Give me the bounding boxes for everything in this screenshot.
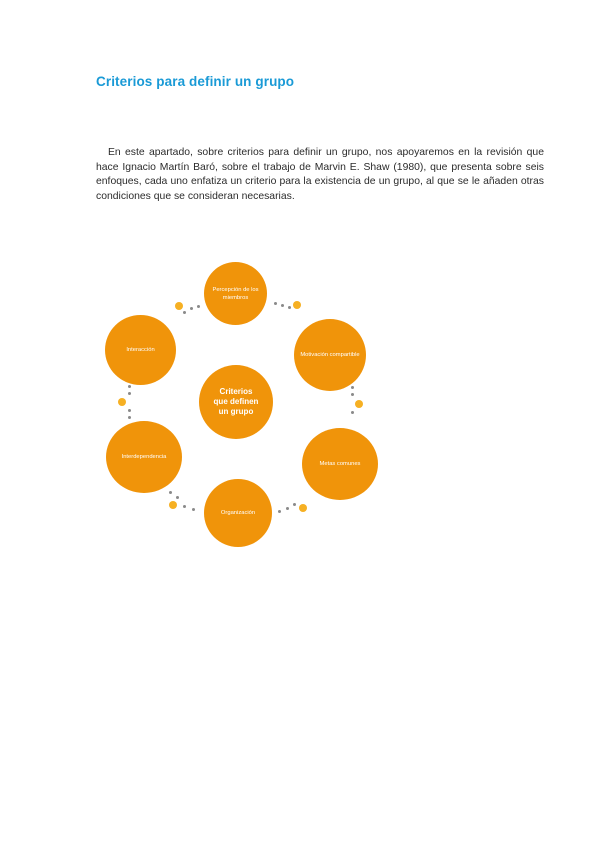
accent-dot <box>175 302 183 310</box>
connector-dot <box>274 302 277 305</box>
connector-dot <box>128 392 131 395</box>
connector-dot <box>286 507 289 510</box>
node-interdependencia: Interdependencia <box>106 421 182 493</box>
connector-dot <box>183 311 186 314</box>
connector-dot <box>128 409 131 412</box>
connector-dot <box>278 510 281 513</box>
node-organizacion: Organización <box>204 479 272 547</box>
connector-dot <box>176 496 179 499</box>
connector-dot <box>192 508 195 511</box>
connector-dot <box>281 304 284 307</box>
connector-dot <box>197 305 200 308</box>
accent-dot <box>355 400 363 408</box>
accent-dot <box>299 504 307 512</box>
accent-dot <box>118 398 126 406</box>
accent-dot <box>293 301 301 309</box>
connector-dot <box>293 503 296 506</box>
diagram-center-circle: Criterios que definen un grupo <box>199 365 273 439</box>
node-percepcion: Percepción de los miembros <box>204 262 267 325</box>
intro-paragraph: En este apartado, sobre criterios para definir un grupo, nos apoyaremos en la revisión que hace Ignacio Martín Baró, sobre el trabajo de Marvin E. Shaw (1980), que presenta sobre seis enfoques, cada uno enfatiza un criterio para la existencia de un grupo, al que se le añaden otras condiciones que se consideran necesarias. <box>96 147 544 202</box>
connector-dot <box>190 307 193 310</box>
page-title: Criterios para definir un grupo <box>96 74 295 89</box>
accent-dot <box>169 501 177 509</box>
connector-dot <box>288 306 291 309</box>
connector-dot <box>169 491 172 494</box>
connector-dot <box>351 386 354 389</box>
connector-dot <box>128 416 131 419</box>
node-metas: Metas comunes <box>302 428 378 500</box>
node-interaccion: Interacción <box>105 315 176 385</box>
node-motivacion: Motivación compartible <box>294 319 366 391</box>
connector-dot <box>351 411 354 414</box>
connector-dot <box>128 385 131 388</box>
connector-dot <box>183 505 186 508</box>
connector-dot <box>351 393 354 396</box>
